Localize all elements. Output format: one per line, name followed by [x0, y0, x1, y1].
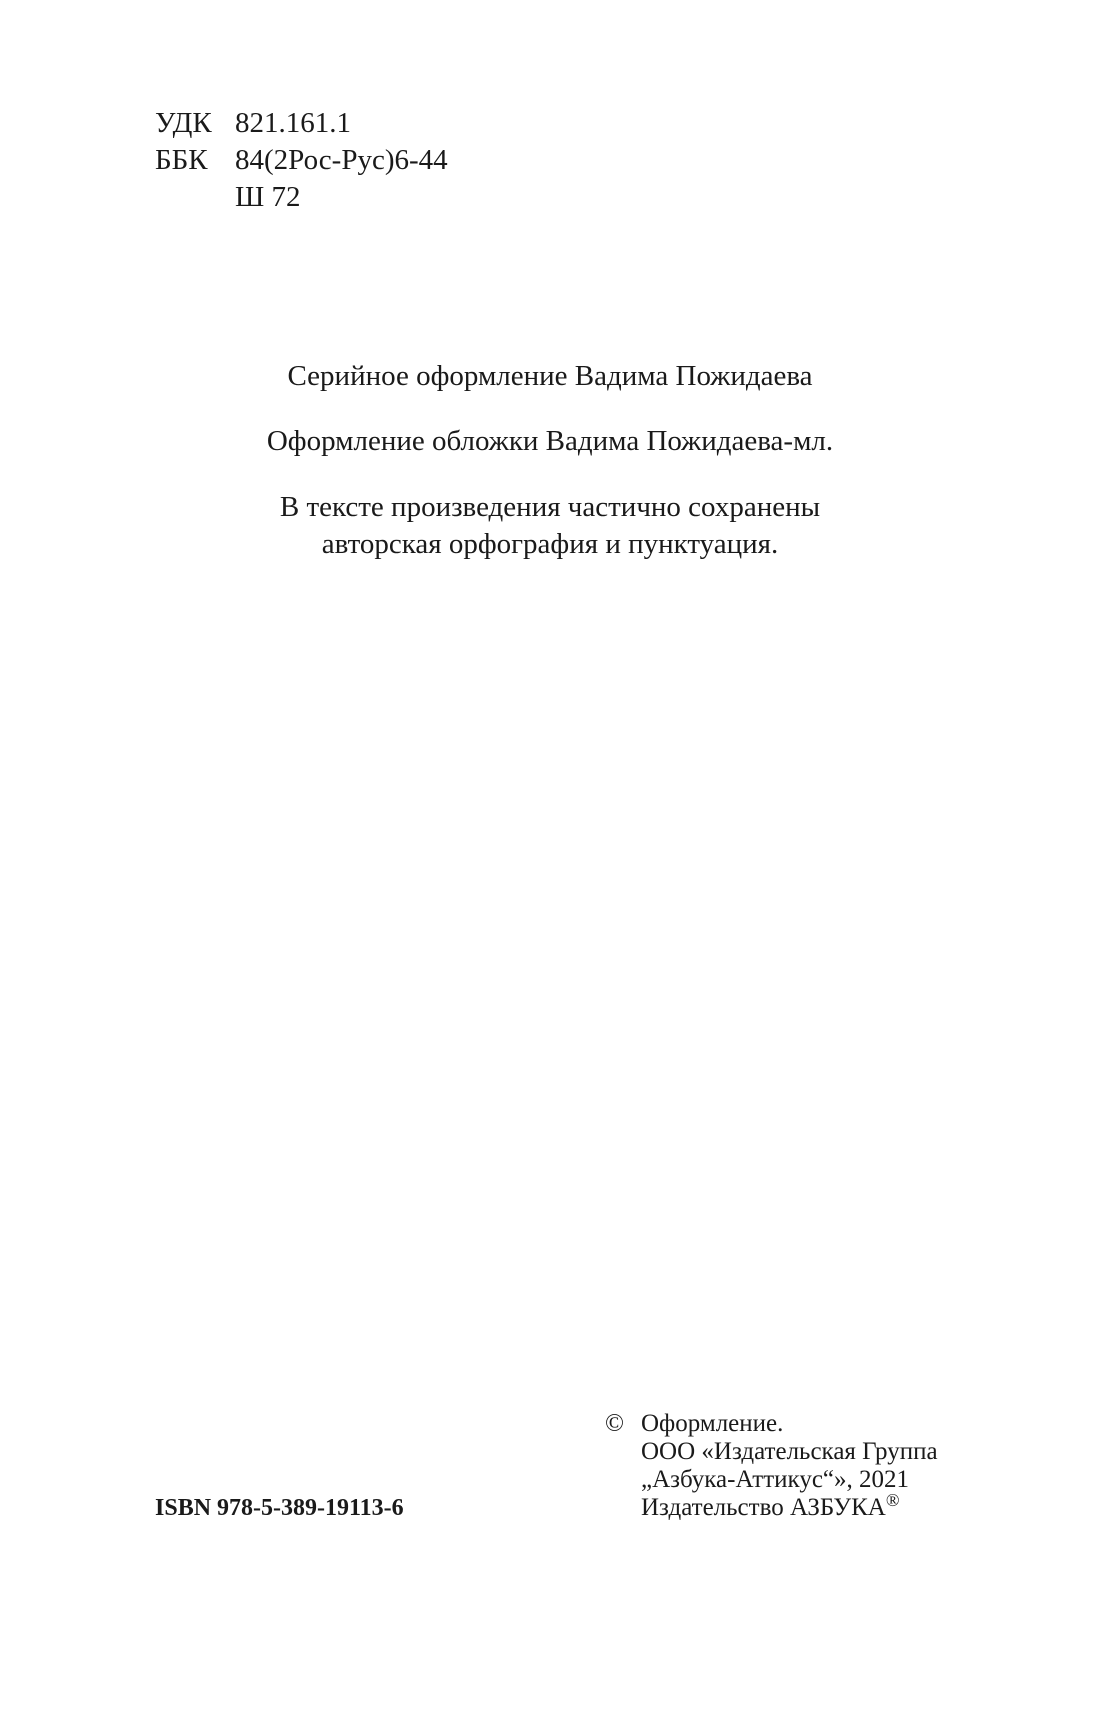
copyright-icon: ©: [605, 1410, 624, 1437]
copyright-notice: [605, 1410, 938, 1522]
orthography-note-line-1: В тексте произведения частично сохранены: [279, 491, 821, 523]
publisher-name: Издательство АЗБУКА: [641, 1494, 886, 1521]
udk-value: 821.161.1: [235, 107, 351, 139]
library-classification: [155, 105, 448, 216]
bbk-value: 84(2Рос-Рус)6-44: [235, 144, 448, 176]
bbk-row: [155, 142, 448, 179]
orthography-note: [0, 489, 1100, 563]
copyright-line-2: ООО «Издательская Группа: [641, 1438, 938, 1465]
author-mark: Ш 72: [235, 181, 301, 213]
copyright-line-3: „Азбука-Аттикус“», 2021: [641, 1466, 910, 1493]
udk-row: [155, 105, 448, 142]
copyright-line-1: [605, 1410, 938, 1438]
registered-trademark-icon: ®: [885, 1490, 900, 1510]
cover-design-credit: Оформление обложки Вадима Пожидаева-мл.: [266, 425, 834, 457]
author-mark-row: [155, 179, 448, 216]
bbk-label: ББК: [155, 144, 208, 176]
orthography-note-line-2: авторская орфография и пунктуация.: [321, 528, 779, 560]
series-design-credit: Серийное оформление Вадима Пожидаева: [287, 360, 813, 392]
udk-label: УДК: [155, 107, 212, 139]
copyright-line-4: [605, 1490, 938, 1522]
copyright-text-1: Оформление.: [641, 1410, 784, 1437]
isbn: ISBN 978-5-389-19113-6: [155, 1495, 404, 1521]
author-mark-spacer: [155, 179, 235, 216]
